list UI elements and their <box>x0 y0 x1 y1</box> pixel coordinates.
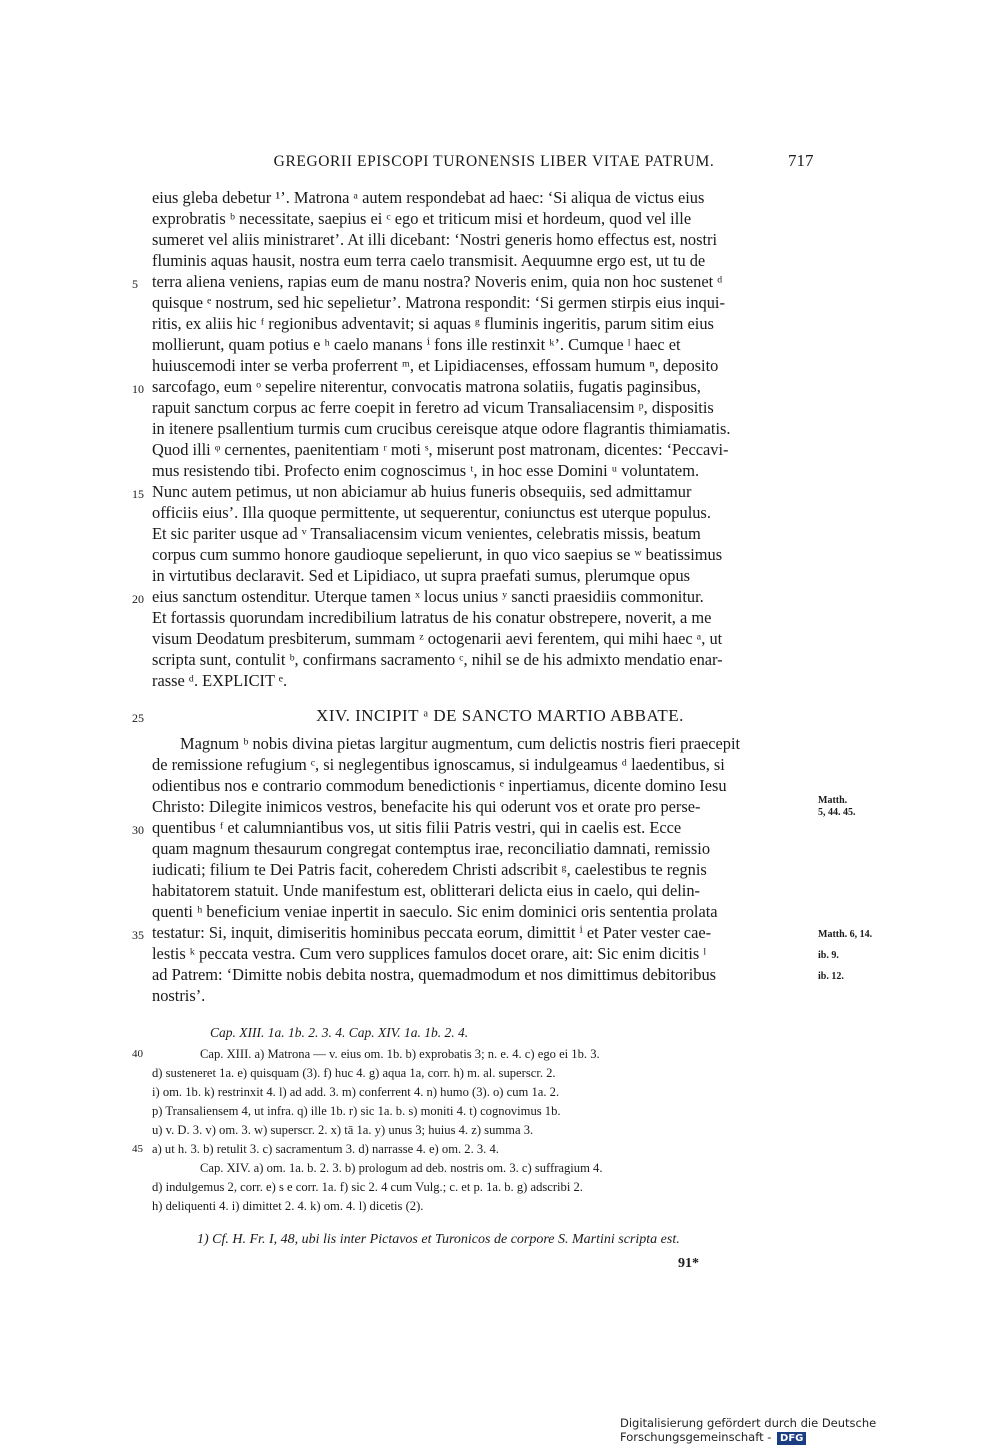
text-line: mus resistendo tibi. Profecto enim cognoscimus ᵗ, in hoc esse Domini ᵘ voluntatem. <box>152 461 700 480</box>
text-line: nostris’. <box>152 986 206 1005</box>
text-line: in virtutibus declaravit. Sed et Lipidiaco, ut supra praefati sumus, plerumque opus <box>152 566 691 585</box>
text-line: testatur: Si, inquit, dimiseritis hominibus peccata eorum, dimittit ⁱ et Pater vester cae- <box>152 923 712 942</box>
line-number: 10 <box>132 382 144 396</box>
line-number: 30 <box>132 823 144 837</box>
text-line: ad Patrem: ‘Dimitte nobis debita nostra, quemadmodum et nos dimittimus debitoribus <box>152 965 717 984</box>
text-line: Christo: Dilegite inimicos vestros, benefacite his qui oderunt vos et orate pro perse- <box>152 797 701 816</box>
text-line: officiis eius’. Illa quoque permittente, ut sequerentur, coniunctus est uterque populus. <box>152 503 711 522</box>
margin-reference: 5, 44. 45. <box>818 807 856 818</box>
line-number: 40 <box>132 1048 143 1060</box>
margin-reference: Matth. 6, 14. <box>818 929 873 940</box>
line-number: 20 <box>132 592 144 606</box>
margin-reference: Matth. <box>818 795 848 806</box>
line-number: 45 <box>132 1143 143 1155</box>
line-number: 25 <box>132 711 144 725</box>
text-line: quentibus ᶠ et calumniantibus vos, ut sitis filii Patris vestri, qui in caelis est. Ecce <box>152 818 682 837</box>
apparatus-line: a) ut h. 3. b) retulit 3. c) sacramentum 3. d) narrasse 4. e) om. 2. 3. 4. <box>152 1142 499 1156</box>
text-line: mollierunt, quam potius e ʰ caelo manans ⁱ fons ille restinxit ᵏ’. Cumque ˡ haec et <box>152 335 681 354</box>
text-line: exprobratis ᵇ necessitate, saepius ei ᶜ ego et triticum misi et hordeum, quod vel ille <box>152 209 692 228</box>
text-line: quisque ᵉ nostrum, sed hic sepelietur’. Matrona respondit: ‘Si germen stirpis eius inqui- <box>152 293 725 312</box>
margin-reference: ib. 12. <box>818 971 844 982</box>
text-line: fluminis aquas hausit, nostra eum terra caelo transmisit. Aequumne ergo est, ut tu de <box>152 251 706 270</box>
signature-mark: 91* <box>678 1256 699 1271</box>
text-line: sumeret vel aliis ministraret’. At illi dicebant: ‘Nostri generis homo effectus est, nostri <box>152 230 718 249</box>
text-line: sarcofago, eum ᵒ sepelire niterentur, convocatis matrona solatiis, fugatis paginsibus, <box>152 377 701 396</box>
apparatus-line: d) indulgemus 2, corr. e) s e corr. 1a. f) sic 2. 4 cum Vulg.; c. et p. 1a. b. g) adscribi 2. <box>152 1180 583 1194</box>
margin-reference: ib. 9. <box>818 950 839 961</box>
text-line: odientibus nos e contrario commodum benedictionis ᵉ inpertiamus, dicente domino Iesu <box>152 776 727 795</box>
text-line: terra aliena veniens, rapias eum de manu nostra? Noveris enim, quia non hoc sustenet ᵈ <box>152 272 723 291</box>
footnote: 1) Cf. H. Fr. I, 48, ubi lis inter Pictavos et Turonicos de corpore S. Martini scripta est. <box>197 1232 680 1247</box>
text-line: Magnum ᵇ nobis divina pietas largitur augmentum, cum delictis nostris fieri praecepit <box>180 734 741 753</box>
text-line: corpus cum summo honore gaudioque sepelierunt, in quo vico saepius se ʷ beatissimus <box>152 545 723 564</box>
line-number: 35 <box>132 928 144 942</box>
text-line: scripta sunt, contulit ᵇ, confirmans sacramento ᶜ, nihil se de his admixto mendatio enar- <box>152 650 723 669</box>
text-line: rasse ᵈ. EXPLICIT ᵉ. <box>152 671 288 690</box>
text-line: quam magnum thesaurum congregat contemptus irae, reconciliatio damnati, remissio <box>152 839 711 858</box>
apparatus-line: d) susteneret 1a. e) quisquam (3). f) huc 4. g) aqua 1a, corr. h) m. al. superscr. 2. <box>152 1066 556 1080</box>
text-line: habitatorem statuit. Unde manifestum est, oblitterari delicta eius in caelo, qui delin- <box>152 881 701 900</box>
digitization-footer <box>620 1416 1000 1445</box>
apparatus-line: i) om. 1b. k) restrinxit 4. l) ad add. 3. m) conferrent 4. n) humo (3). o) cum 1a. 2. <box>152 1085 560 1099</box>
footer-text: Digitalisierung gefördert durch die Deutsche Forschungsgemeinschaft - <box>620 1416 877 1444</box>
apparatus-header: Cap. XIII. 1a. 1b. 2. 3. 4. Cap. XIV. 1a. 1b. 2. 4. <box>210 1025 469 1040</box>
text-line: in itenere psallentium turmis cum crucibus cereisque atque odore flagrantis thimiamatis. <box>152 419 731 438</box>
line-number: 15 <box>132 487 144 501</box>
dfg-logo: DFG <box>777 1432 806 1445</box>
text-line: eius sanctum ostenditur. Uterque tamen ˣ locus unius ʸ sancti praesidiis commonitur. <box>152 587 704 606</box>
line-number: 5 <box>132 277 138 291</box>
text-line: huiuscemodi inter se verba proferrent ᵐ, et Lipidiacenses, effossam humum ⁿ, deposito <box>152 356 719 375</box>
apparatus-line: h) deliquenti 4. i) dimittet 2. 4. k) om. 4. l) dicetis (2). <box>152 1199 424 1213</box>
text-line: Nunc autem petimus, ut non abiciamur ab huius funeris obsequiis, sed admittamur <box>152 482 692 501</box>
text-line: Quod illi ᵠ cernentes, paenitentiam ʳ moti ˢ, miserunt post matronam, dicentes: ‘Peccavi- <box>152 440 729 459</box>
apparatus-line: u) v. D. 3. v) om. 3. w) superscr. 2. x) tā 1a. y) unus 3; huius 4. z) summa 3. <box>152 1123 534 1137</box>
text-line: visum Deodatum presbiterum, summam ᶻ octogenarii aevi ferentem, qui mihi haec ᵃ, ut <box>152 629 723 648</box>
text-line: ritis, ex aliis hic ᶠ regionibus adventavit; si aquas ᵍ fluminis ingeritis, parum sitim eius <box>152 314 714 333</box>
running-header: GREGORII EPISCOPI TURONENSIS LIBER VITAE PATRUM. <box>273 153 715 170</box>
chapter-heading: XIV. INCIPIT ᵃ DE SANCTO MARTIO ABBATE. <box>316 706 684 725</box>
apparatus-line: Cap. XIII. a) Matrona — v. eius om. 1b. b) exprobatis 3; n. e. 4. c) ego ei 1b. 3. <box>200 1047 600 1061</box>
page-number: 717 <box>788 151 814 170</box>
text-line: lestis ᵏ peccata vestra. Cum vero supplices famulos docet orare, ait: Sic enim dicitis ˡ <box>152 944 707 963</box>
text-line: Et sic pariter usque ad ᵛ Transaliacensim vicum venientes, celebratis missis, beatum <box>152 524 701 543</box>
text-line: Et fortassis quorundam incredibilium latratus de his conatur obstrepere, noverit, a me <box>152 608 712 627</box>
text-line: rapuit sanctum corpus ac ferre coepit in feretro ad vicum Transaliacensim ᵖ, dispositis <box>152 398 714 417</box>
apparatus-line: p) Transaliensem 4, ut infra. q) ille 1b. r) sic 1a. b. s) moniti 4. t) cognovimus 1b. <box>152 1104 561 1118</box>
text-line: eius gleba debetur ¹’. Matrona ᵃ autem respondebat ad haec: ‘Si aliqua de victus eius <box>152 188 705 207</box>
text-line: iudicati; filium te Dei Patris facit, coheredem Christi adscribit ᵍ, caelestibus te regnis <box>152 860 707 879</box>
apparatus-line: Cap. XIV. a) om. 1a. b. 2. 3. b) prologum ad deb. nostris om. 3. c) suffragium 4. <box>200 1161 603 1175</box>
text-line: de remissione refugium ᶜ, si neglegentibus ignoscamus, si indulgeamus ᵈ laedentibus, si <box>152 755 725 774</box>
text-line: quenti ʰ beneficium veniae inpertit in saeculo. Sic enim dominici oris sententia prolata <box>152 902 718 921</box>
